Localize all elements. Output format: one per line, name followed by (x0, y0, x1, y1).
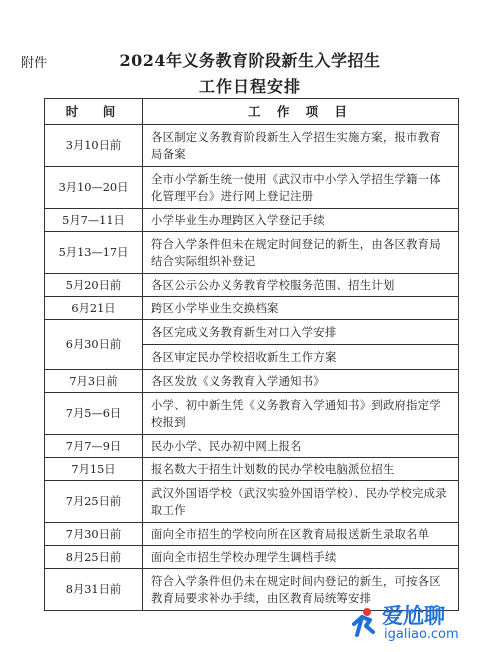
table-row (45, 125, 459, 167)
table-row (45, 209, 459, 232)
header-item: 工 作 项 目 (143, 99, 459, 125)
watermark-name: 爱尬聊 (382, 604, 445, 628)
row-time: 7月7—9日 (45, 435, 143, 458)
schedule-table (44, 98, 459, 611)
table-row (45, 435, 459, 458)
row-item: 各区制定义务教育阶段新生入学招生实施方案，报市教育局备案 (143, 125, 459, 167)
row-time: 3月10日前 (45, 125, 143, 167)
table-row (45, 274, 459, 297)
row-item: 符合入学条件但未在规定时间登记的新生，由各区教育局结合实际组织补登记 (143, 232, 459, 274)
row-item: 报名数大于招生计划数的民办学校电脑派位招生 (143, 458, 459, 481)
row-item: 面向全市招生的学校向所在区教育局报送新生录取名单 (143, 523, 459, 546)
table-row (45, 546, 459, 569)
row-item: 武汉外国语学校（武汉实验外国语学校）、民办学校完成录取工作 (143, 481, 459, 523)
site-watermark (344, 600, 494, 644)
document-subtitle: 工作日程安排 (198, 77, 301, 96)
table-row (45, 393, 459, 435)
row-time: 8月31日前 (45, 569, 143, 611)
header-time: 时 间 (45, 99, 143, 125)
row-time: 8月25日前 (45, 546, 143, 569)
table-row (45, 167, 459, 209)
table-header-row (45, 99, 459, 125)
annex-label: 附件 (21, 56, 48, 71)
row-item: 各区完成义务教育新生对口入学安排 (143, 320, 459, 345)
row-time: 5月13—17日 (45, 232, 143, 274)
row-item: 民办小学、民办初中网上报名 (143, 435, 459, 458)
row-time: 7月25日前 (45, 481, 143, 523)
row-item: 小学毕业生办理跨区入学登记手续 (143, 209, 459, 232)
row-item: 跨区小学毕业生交换档案 (143, 297, 459, 320)
row-time: 6月30日前 (45, 320, 143, 370)
row-time: 7月5—6日 (45, 393, 143, 435)
document-title: 2024年义务教育阶段新生入学招生 (119, 51, 381, 70)
watermark-url: igaliao.com (384, 627, 459, 642)
row-time: 5月7—11日 (45, 209, 143, 232)
row-item: 全市小学新生统一使用《武汉市中小学入学招生学籍一体化管理平台》进行网上登记注册 (143, 167, 459, 209)
table-row (45, 320, 459, 345)
table-row (45, 232, 459, 274)
row-item: 各区公示公办义务教育学校服务范围、招生计划 (143, 274, 459, 297)
row-time: 7月30日前 (45, 523, 143, 546)
row-time: 3月10—20日 (45, 167, 143, 209)
row-item: 符合入学条件但仍未在规定时间内登记的新生，可按各区教育局要求补办手续，由区教育局统筹安排 (143, 569, 459, 611)
table-row (45, 458, 459, 481)
table-row (45, 523, 459, 546)
row-item: 各区发放《义务教育入学通知书》 (143, 370, 459, 393)
table-row (45, 297, 459, 320)
row-time: 7月15日 (45, 458, 143, 481)
row-time: 7月3日前 (45, 370, 143, 393)
runner-icon (346, 606, 380, 640)
table-row (45, 481, 459, 523)
row-time: 6月21日 (45, 297, 143, 320)
row-item: 面向全市招生学校办理学生调档手续 (143, 546, 459, 569)
row-item: 各区审定民办学校招收新生工作方案 (143, 345, 459, 370)
row-item: 小学、初中新生凭《义务教育入学通知书》到政府指定学校报到 (143, 393, 459, 435)
row-time: 5月20日前 (45, 274, 143, 297)
table-row (45, 370, 459, 393)
